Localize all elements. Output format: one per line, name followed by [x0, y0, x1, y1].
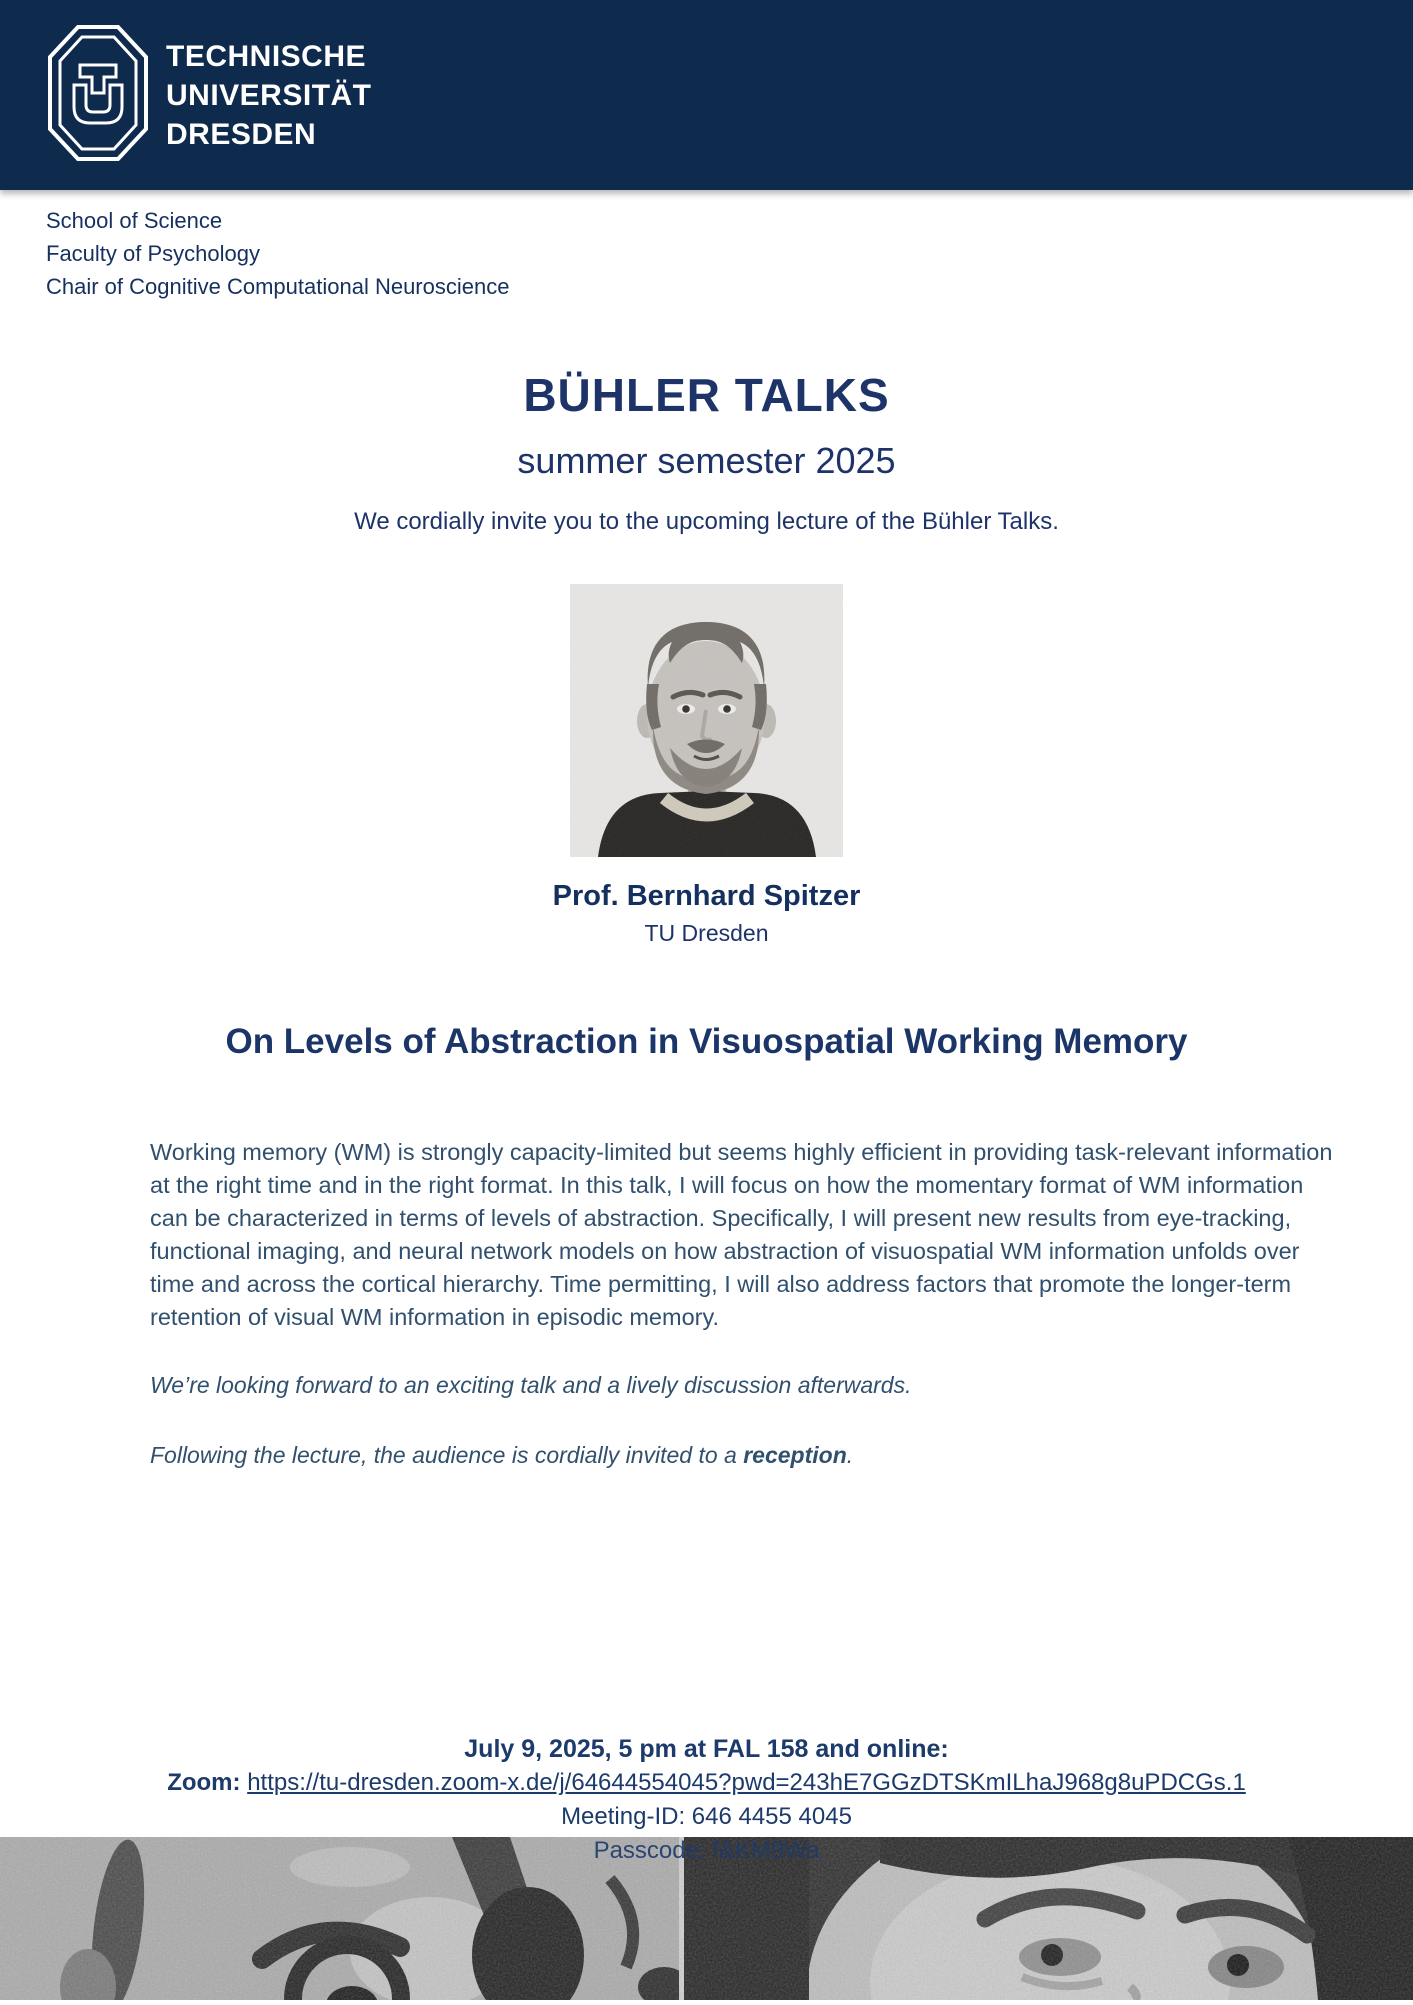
zoom-line: [0, 1766, 1413, 1800]
tu-dresden-logo-icon: [46, 23, 150, 168]
event-info-block: [0, 1732, 1413, 1868]
series-subtitle: summer semester 2025: [517, 440, 896, 481]
closing-note: We’re looking forward to an exciting talk and a lively discussion afterwards.: [150, 1372, 912, 1398]
logo-line-1: TECHNISCHE: [166, 39, 367, 73]
meeting-id-line: Meeting-ID: 646 4455 4045: [561, 1803, 852, 1830]
header-banner: [0, 0, 1413, 190]
talk-title: On Levels of Abstraction in Visuospatial Working Memory: [225, 1022, 1188, 1061]
speaker-affiliation: TU Dresden: [644, 920, 769, 946]
invitation-line: We cordially invite you to the upcoming lecture of the Bühler Talks.: [354, 508, 1059, 535]
tu-dresden-logo: [46, 23, 372, 168]
zoom-meeting-link[interactable]: https://tu-dresden.zoom-x.de/j/64644554045?pwd=243hE7GGzDTSKmILhaJ968g8uPDCGs.1: [247, 1769, 1246, 1796]
reception-note-bold: reception: [743, 1442, 847, 1468]
reception-note-suffix: .: [846, 1442, 854, 1468]
zoom-label: Zoom:: [167, 1769, 241, 1796]
department-line-faculty: Faculty of Psychology: [46, 241, 260, 266]
event-datetime-location: July 9, 2025, 5 pm at FAL 158 and online:: [464, 1735, 949, 1763]
logo-wordmark: [166, 37, 372, 154]
department-line-chair: Chair of Cognitive Computational Neuroscience: [46, 274, 510, 299]
passcode-line: Passcode: f&KM9Wa: [593, 1837, 820, 1864]
logo-line-3: DRESDEN: [166, 117, 317, 151]
logo-line-2: UNIVERSITÄT: [166, 78, 372, 112]
series-title: BÜHLER TALKS: [523, 369, 890, 421]
talk-abstract: Working memory (WM) is strongly capacity-limited but seems highly efficient in providing task-relevant information at the right time and in the right format. In this talk, I will focus on how the momentary format of WM information can be characterized in terms of levels of abstraction. Specifically, I will present new results from eye-tracking, functional imaging, and neural network models on how abstraction of visuospatial WM information unfolds over time and across the cortical hierarchy. Time permitting, I will also address factors that promote the longer-term retention of visual WM information in episodic memory.: [150, 1139, 1333, 1330]
reception-note: [150, 1442, 1340, 1469]
reception-note-prefix: Following the lecture, the audience is cordially invited to a: [150, 1442, 744, 1468]
speaker-portrait-photo: [570, 584, 843, 857]
department-block: [46, 204, 509, 303]
speaker-name: Prof. Bernhard Spitzer: [552, 880, 861, 912]
department-line-school: School of Science: [46, 208, 223, 233]
